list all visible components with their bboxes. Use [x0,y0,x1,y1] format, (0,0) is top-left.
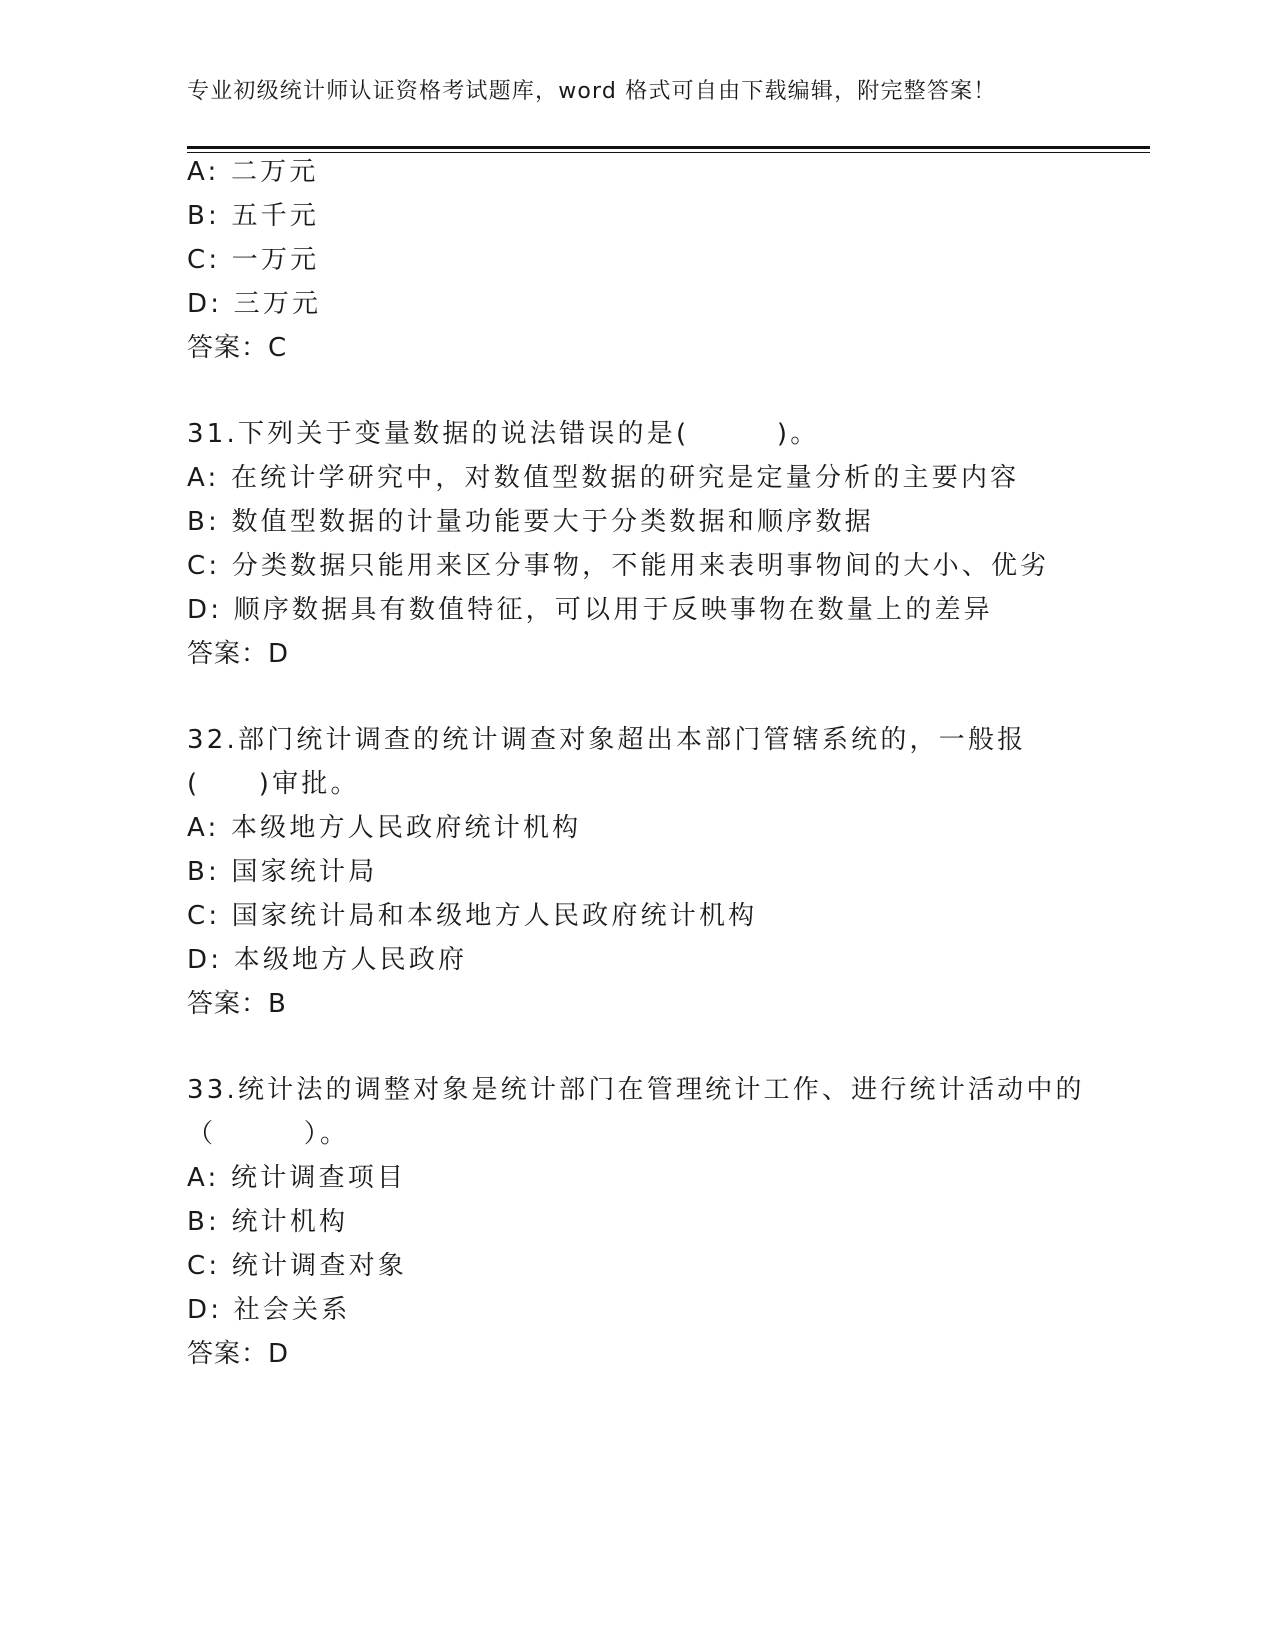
q32-option-c: C: 国家统计局和本级地方人民政府统计机构 [187,901,758,931]
q31-stem: 31.下列关于变量数据的说法错误的是( )。 [187,419,820,449]
q30-option-c: C: 一万元 [187,245,320,275]
q30-option-d: D: 三万元 [187,289,322,319]
header-rule [187,146,1150,149]
q33-option-c: C: 统计调查对象 [187,1251,407,1281]
q33-stem-continued: （ ）。 [187,1119,350,1149]
q33-option-b: B: 统计机构 [187,1207,349,1237]
q32-option-b: B: 国家统计局 [187,857,378,887]
q31-answer: 答案：D [187,639,290,669]
q31-option-b: B: 数值型数据的计量功能要大于分类数据和顺序数据 [187,507,874,537]
q30-option-a: A: 二万元 [187,157,319,187]
page-header: 专业初级统计师认证资格考试题库，word 格式可自由下载编辑，附完整答案！ [187,79,997,104]
q33-stem: 33.统计法的调整对象是统计部门在管理统计工作、进行统计活动中的 [187,1075,1085,1105]
q32-option-a: A: 本级地方人民政府统计机构 [187,813,582,843]
q32-stem-continued: ( )审批。 [187,769,360,799]
q31-option-c: C: 分类数据只能用来区分事物，不能用来表明事物间的大小、优劣 [187,551,1050,581]
q32-answer: 答案：B [187,989,287,1019]
q32-option-d: D: 本级地方人民政府 [187,945,468,975]
header-rule-thin [187,152,1150,153]
q32-stem: 32.部门统计调查的统计调查对象超出本部门管辖系统的，一般报 [187,725,1027,755]
q33-answer: 答案：D [187,1339,290,1369]
q31-option-d: D: 顺序数据具有数值特征，可以用于反映事物在数量上的差异 [187,595,993,625]
q30-answer: 答案：C [187,333,288,363]
q30-option-b: B: 五千元 [187,201,320,231]
q33-option-d: D: 社会关系 [187,1295,351,1325]
q31-option-a: A: 在统计学研究中，对数值型数据的研究是定量分析的主要内容 [187,463,1020,493]
q33-option-a: A: 统计调查项目 [187,1163,407,1193]
